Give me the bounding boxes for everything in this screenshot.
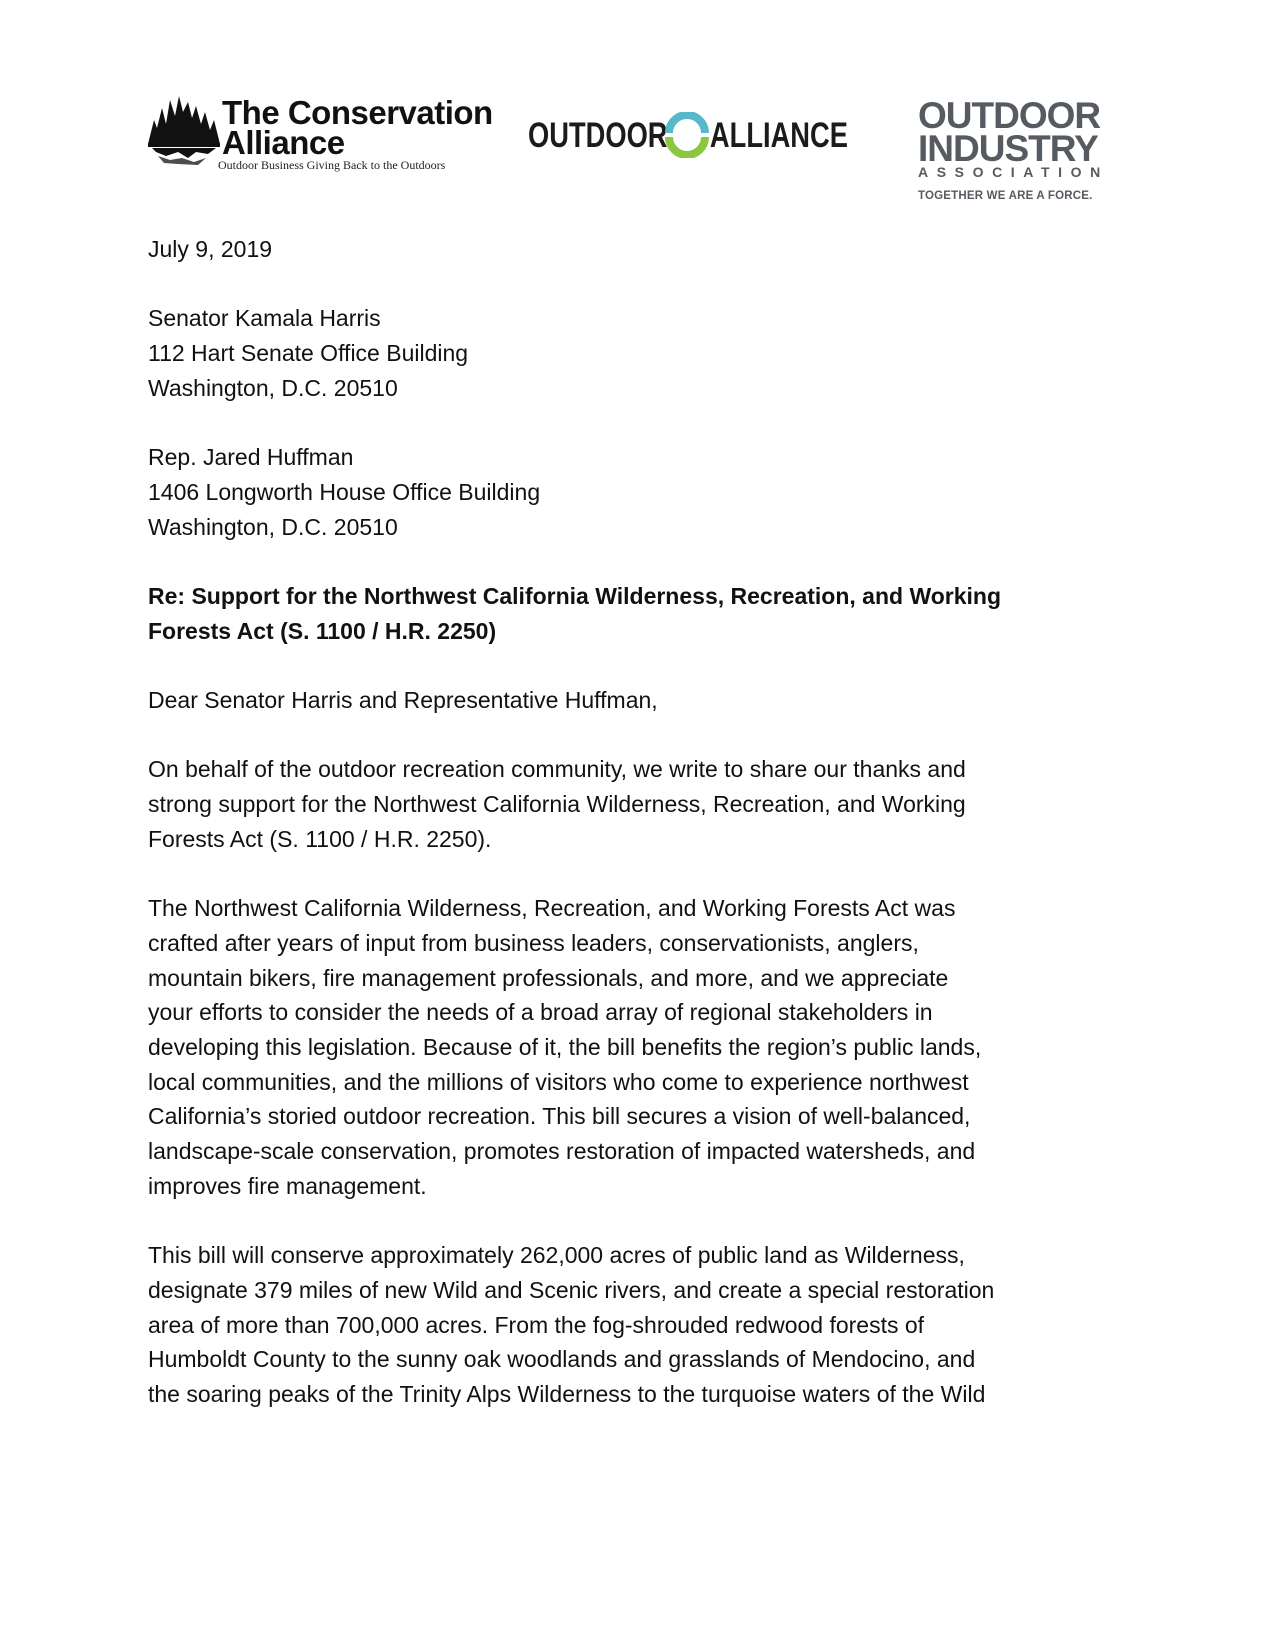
text-line: your efforts to consider the needs of a broad array of regional stakeholders in (148, 999, 933, 1026)
text-line: strong support for the Northwest California Wilderness, Recreation, and Working (148, 791, 966, 818)
text-line: mountain bikers, fire management professionals, and more, and we appreciate (148, 964, 949, 991)
letter-body (148, 232, 1123, 1446)
outdoor-alliance-left-text: OUTDOOR (528, 116, 668, 155)
text-line: California’s storied outdoor recreation. This bill secures a vision of well-balanced, (148, 1103, 971, 1130)
outdoor-alliance-logo (528, 112, 848, 162)
text-line: improves fire management. (148, 1172, 427, 1199)
oia-line2: INDUSTRY (918, 128, 1098, 169)
conservation-alliance-logo (148, 94, 493, 174)
address-line: Senator Kamala Harris (148, 305, 381, 332)
address-line: 112 Hart Senate Office Building (148, 340, 469, 367)
address-line: Washington, D.C. 20510 (148, 374, 398, 401)
paragraph-1 (148, 752, 1123, 856)
text-line: Forests Act (S. 1100 / H.R. 2250). (148, 825, 492, 852)
subject-line (148, 579, 1123, 648)
subject-line-part: Forests Act (S. 1100 / H.R. 2250) (148, 617, 497, 644)
letter-date: July 9, 2019 (148, 236, 273, 262)
text-line: This bill will conserve approximately 262,000 acres of public land as Wilderness, (148, 1242, 965, 1269)
text-line: The Northwest California Wilderness, Recreation, and Working Forests Act was (148, 895, 956, 922)
subject-line-part: Re: Support for the Northwest California Wilderness, Recreation, and Working (148, 582, 1002, 609)
outdoor-alliance-right-text: ALLIANCE (709, 116, 848, 155)
conservation-alliance-name-line1: The Conservation (222, 94, 493, 131)
conservation-alliance-tagline: Outdoor Business Giving Back to the Outdoors (218, 158, 446, 172)
recipient-address-representative (148, 440, 1123, 544)
text-line: developing this legislation. Because of it, the bill benefits the region’s public lands, (148, 1034, 982, 1061)
oia-line1: OUTDOOR (918, 95, 1101, 136)
text-line: On behalf of the outdoor recreation community, we write to share our thanks and (148, 756, 966, 783)
conservation-alliance-name-line2: Alliance (222, 124, 345, 161)
salutation: Dear Senator Harris and Representative Huffman, (148, 687, 658, 714)
text-line: crafted after years of input from business leaders, conservationists, anglers, (148, 929, 919, 956)
address-line: 1406 Longworth House Office Building (148, 478, 541, 505)
text-line: designate 379 miles of new Wild and Scenic rivers, and create a special restoration (148, 1276, 995, 1303)
text-line: Humboldt County to the sunny oak woodlands and grasslands of Mendocino, and (148, 1346, 976, 1373)
address-line: Washington, D.C. 20510 (148, 513, 398, 540)
text-line: area of more than 700,000 acres. From the fog-shrouded redwood forests of (148, 1311, 925, 1338)
oia-line3: ASSOCIATION (918, 164, 1109, 180)
ring-icon (664, 112, 710, 158)
paragraph-3 (148, 1238, 1123, 1412)
recipient-address-senator (148, 301, 1123, 405)
paragraph-2 (148, 891, 1123, 1203)
tree-silhouette-icon (148, 94, 224, 166)
text-line: the soaring peaks of the Trinity Alps Wilderness to the turquoise waters of the Wild (148, 1381, 986, 1408)
address-line: Rep. Jared Huffman (148, 444, 354, 471)
outdoor-industry-association-logo (918, 95, 1118, 208)
oia-tagline: TOGETHER WE ARE A FORCE. (918, 190, 1093, 202)
letterhead-logos (0, 0, 1275, 215)
text-line: landscape-scale conservation, promotes restoration of impacted watersheds, and (148, 1138, 976, 1165)
text-line: local communities, and the millions of visitors who come to experience northwest (148, 1068, 969, 1095)
